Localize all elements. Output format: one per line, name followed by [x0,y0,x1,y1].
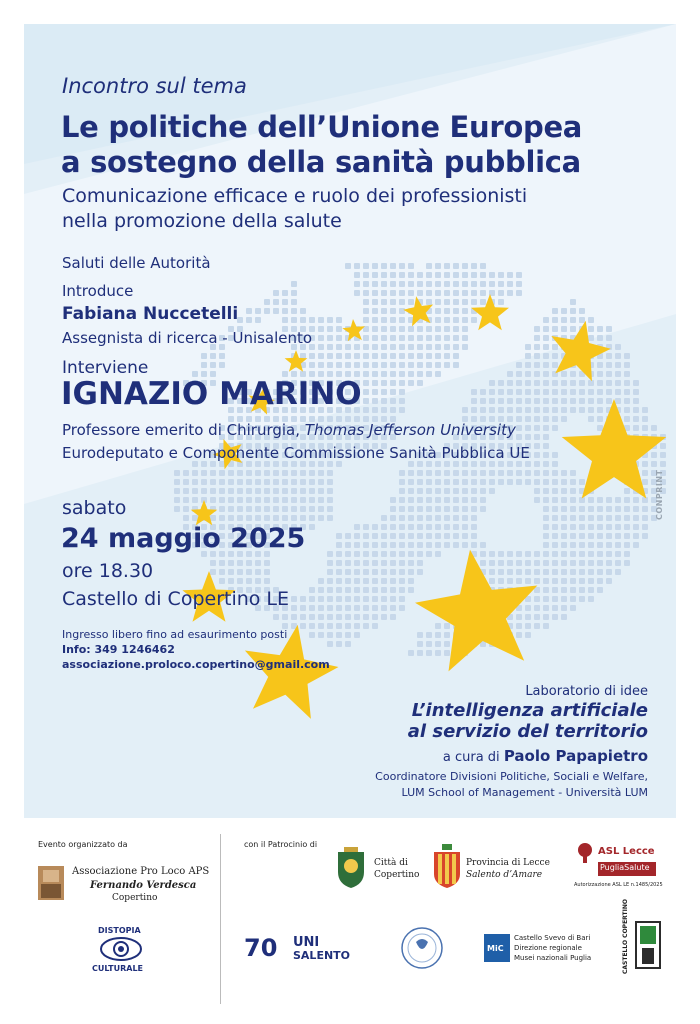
unisalento-line-1: UNI [293,935,320,950]
eu-star-2 [471,294,509,330]
curated-prefix: a cura di [442,750,504,765]
printer-credit: CONPRINT [655,469,664,520]
intro-name: Fabiana Nuccetelli [62,304,239,324]
title-line-1: Le politiche dell’Unione Europea [61,110,583,144]
speaker-label: Interviene [62,358,149,378]
provincia-lecce-crest-logo [432,844,462,888]
speaker-name: IGNAZIO MARINO [61,376,362,412]
event-time: ore 18.30 [62,560,154,582]
castello-copertino-label: CASTELLO COPERTINO [622,899,629,974]
contact-email[interactable]: associazione.proloco.copertino@gmail.com [62,658,330,671]
org-line-3: Copertino [112,893,158,903]
eu-star-10 [415,550,537,672]
speaker-role-1-a: Professore emerito di Chirurgia, [62,421,305,439]
title-line-2: a sostegno della sanità pubblica [61,145,581,179]
castello-line-1: Castello Svevo di Bari [514,934,591,942]
event-place: Castello di Copertino LE [62,588,290,610]
event-day: sabato [62,497,127,519]
info-phone[interactable]: Info: 349 1246462 [62,643,175,656]
eu-star-5 [285,350,308,372]
pro-loco-logo [38,866,64,900]
intro-label: Introduce [62,282,134,300]
entry-note: Ingresso libero fino ad esaurimento posti [62,628,288,641]
asl-authorization: Autorizzazione ASL LE n.1485/2025 [574,882,663,888]
castello-line-2: Direzione regionale [514,944,582,952]
eu-star-1 [403,296,433,326]
castello-copertino-logo [624,920,662,972]
asl-band-text: PugliaSalute [600,863,650,872]
lab-title-2: al servizio del territorio [407,721,648,742]
provincia-line-1: Provincia di Lecce [466,858,550,868]
unisalento-line-2: SALENTO [293,949,351,962]
eu-star-3 [551,321,611,382]
citta-line-2: Copertino [374,870,420,880]
lab-label: Laboratorio di idee [525,684,648,699]
footer-divider [220,834,221,1004]
curator-name: Paolo Papapietro [503,747,648,765]
organized-by-label: Evento organizzato da [38,840,128,849]
kicker: Incontro sul tema [62,74,247,98]
copertino-crest-logo [334,846,368,890]
distopia-top: DISTOPIA [98,926,141,935]
org-line-2: Fernando Verdesca [90,880,197,891]
unisalento-70: 70 [244,934,278,962]
speaker-role-1 [62,421,516,439]
poster-panel [24,24,676,818]
event-date: 24 maggio 2025 [61,523,306,554]
intro-role: Assegnista di ricerca - Unisalento [62,329,313,347]
provincia-line-2: Salento d’Amare [466,870,543,880]
curator-role-1: Coordinatore Divisioni Politiche, Sociali e Welfare, [375,770,648,783]
eu-star-9 [191,500,218,525]
footer-logos [0,818,700,1024]
greetings: Saluti delle Autorità [62,254,211,272]
patronage-label: con il Patrocinio di [244,840,318,849]
speaker-role-2: Eurodeputato e Componente Commissione Sanità Pubblica UE [62,444,530,462]
subtitle-line-2: nella promozione della salute [62,210,342,232]
eu-star-7 [562,399,667,499]
eu-star-4 [342,319,365,341]
citta-line-1: Città di [374,858,408,868]
subtitle-line-1: Comunicazione efficace e ruolo dei professionisti [62,185,528,207]
asl-title: ASL Lecce [598,846,655,857]
asl-tree-logo [574,842,596,864]
curator-role-2: LUM School of Management - Università LUM [401,786,648,799]
distopia-eye-logo [100,936,142,962]
org-line-1: Associazione Pro Loco APS [72,866,210,877]
distopia-bottom: CULTURALE [92,964,144,973]
speaker-university: Thomas Jefferson University [304,421,516,439]
mic-label: MiC [487,944,504,953]
lab-curator-line [443,747,648,765]
lab-title-1: L’intelligenza artificiale [411,700,648,721]
circular-seal-logo [400,926,444,970]
castello-line-3: Musei nazionali Puglia [514,954,592,962]
